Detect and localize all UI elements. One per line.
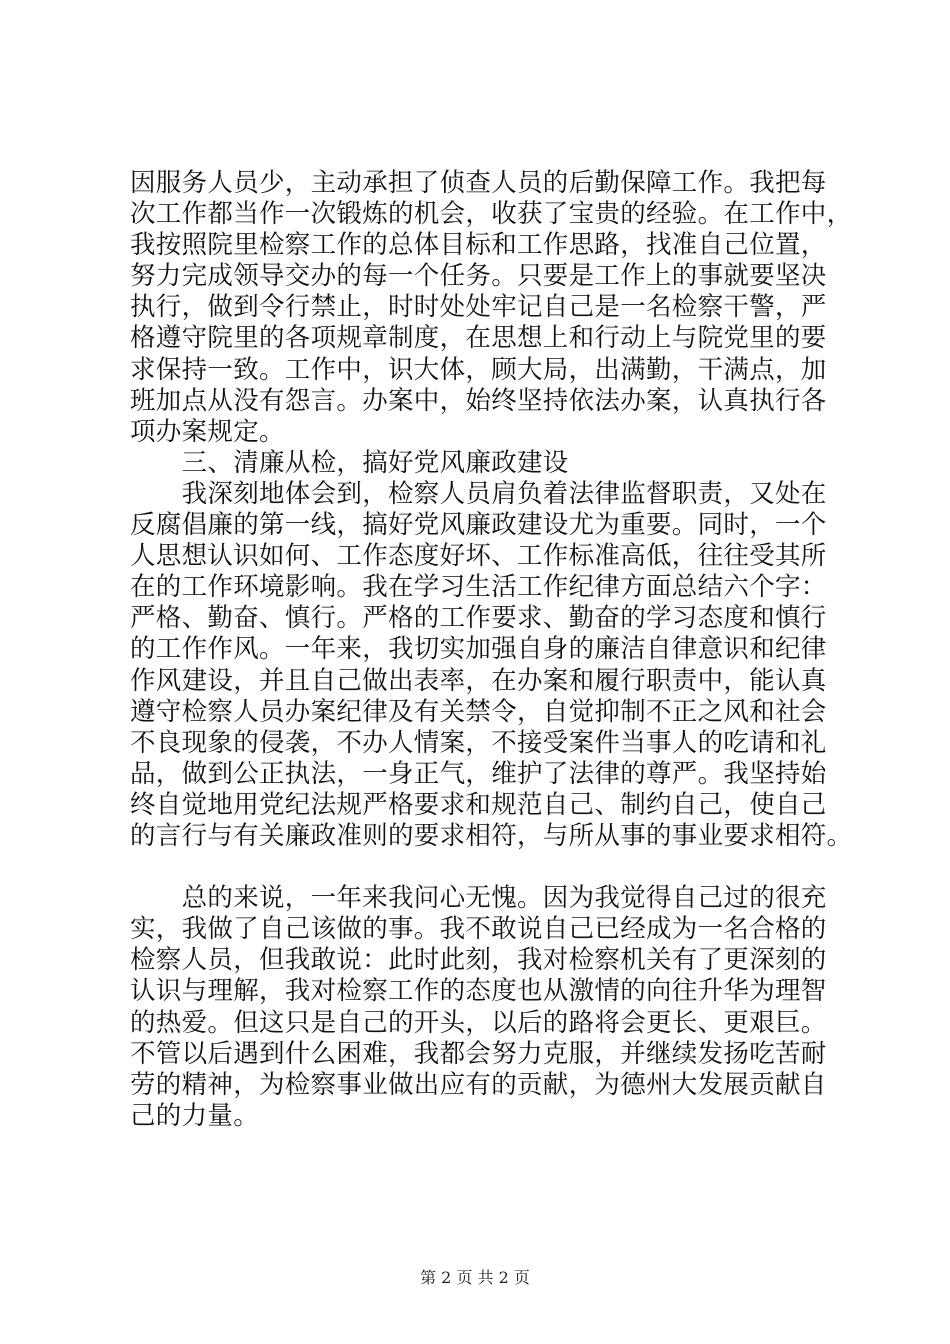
text-line: 努力完成领导交办的每一个任务。只要是工作上的事就要坚决 xyxy=(130,261,827,292)
text-line: 品，做到公正执法，一身正气，维护了法律的尊严。我坚持始 xyxy=(130,758,827,789)
text-line: 次工作都当作一次锻炼的机会，收获了宝贵的经验。在工作中， xyxy=(130,199,853,230)
text-line: 严格、勤奋、慎行。严格的工作要求、勤奋的学习态度和慎行 xyxy=(130,603,827,634)
text-line: 作风建设，并且自己做出表率，在办案和履行职责中，能认真 xyxy=(130,665,827,696)
text-line: 三、清廉从检，搞好党风廉政建设 xyxy=(130,447,569,478)
text-line: 执行，做到令行禁止，时时处处牢记自己是一名检察干警，严 xyxy=(130,292,827,323)
text-line: 班加点从没有怨言。办案中，始终坚持依法办案，认真执行各 xyxy=(130,385,827,416)
text-line: 遵守检察人员办案纪律及有关禁令，自觉抑制不正之风和社会 xyxy=(130,696,827,727)
text-line: 实，我做了自己该做的事。我不敢说自己已经成为一名合格的 xyxy=(130,914,827,945)
text-line: 劳的精神，为检察事业做出应有的贡献，为德州大发展贡献自 xyxy=(130,1069,827,1100)
text-line: 求保持一致。工作中，识大体，顾大局，出满勤，干满点，加 xyxy=(130,354,827,385)
text-line: 己的力量。 xyxy=(130,1100,260,1131)
text-line: 我深刻地体会到，检察人员肩负着法律监督职责，又处在 xyxy=(130,478,827,509)
text-line: 认识与理解，我对检察工作的态度也从激情的向往升华为理智 xyxy=(130,976,827,1007)
text-line: 检察人员，但我敢说：此时此刻，我对检察机关有了更深刻的 xyxy=(130,945,827,976)
text-line: 不管以后遇到什么困难，我都会努力克服，并继续发扬吃苦耐 xyxy=(130,1038,827,1069)
text-line: 终自觉地用党纪法规严格要求和规范自己、制约自己，使自己 xyxy=(130,789,827,820)
text-line: 不良现象的侵袭，不办人情案，不接受案件当事人的吃请和礼 xyxy=(130,727,827,758)
text-line: 人思想认识如何、工作态度好坏、工作标准高低，往往受其所 xyxy=(130,541,827,572)
text-line: 反腐倡廉的第一线，搞好党风廉政建设尤为重要。同时，一个 xyxy=(130,510,827,541)
text-line: 总的来说，一年来我问心无愧。因为我觉得自己过的很充 xyxy=(130,883,827,914)
text-line: 项办案规定。 xyxy=(130,416,285,447)
text-line: 的言行与有关廉政准则的要求相符，与所从事的事业要求相符。 xyxy=(130,820,853,851)
text-line: 因服务人员少，主动承担了侦查人员的后勤保障工作。我把每 xyxy=(130,168,827,198)
page-footer: 第 2 页 共 2 页 xyxy=(420,1268,530,1287)
text-line: 格遵守院里的各项规章制度，在思想上和行动上与院党里的要 xyxy=(130,323,827,354)
document-body xyxy=(130,168,853,1132)
text-line: 的热爱。但这只是自己的开头，以后的路将会更长、更艰巨。 xyxy=(130,1007,827,1038)
text-line: 我按照院里检察工作的总体目标和工作思路，找准自己位置， xyxy=(130,230,827,261)
blank-line xyxy=(130,852,830,883)
text-line: 在的工作环境影响。我在学习生活工作纪律方面总结六个字： xyxy=(130,572,827,603)
text-line: 的工作作风。一年来，我切实加强自身的廉洁自律意识和纪律 xyxy=(130,634,827,665)
